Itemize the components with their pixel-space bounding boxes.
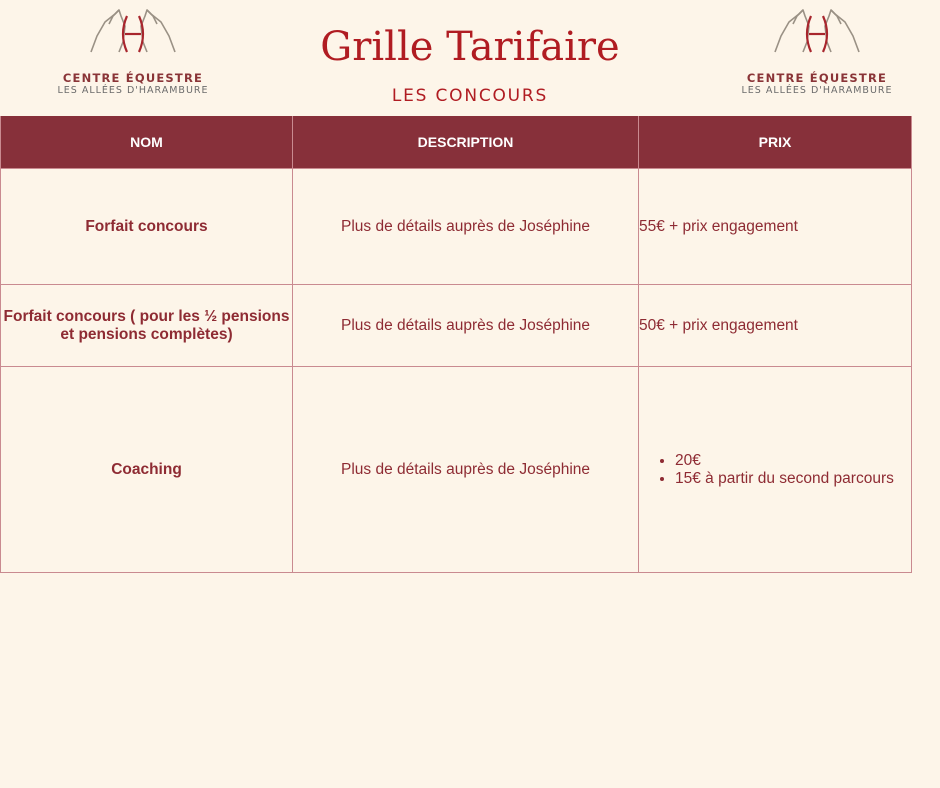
price-bullet-list xyxy=(639,452,911,488)
pricing-table xyxy=(0,116,912,573)
column-header-prix: PRIX xyxy=(639,116,912,169)
column-header-description: DESCRIPTION xyxy=(293,116,639,169)
table-row xyxy=(1,169,912,285)
logo-title: CENTRE ÉQUESTRE xyxy=(62,71,204,85)
logo-subtitle: LES ALLÉES D'HARAMBURE xyxy=(741,85,893,96)
row-name: Forfait concours ( pour les ½ pensions et pensions complètes) xyxy=(1,285,293,367)
column-header-nom: NOM xyxy=(1,116,293,169)
logo-title: CENTRE ÉQUESTRE xyxy=(746,71,888,85)
table-row xyxy=(1,367,912,573)
row-price: 55€ + prix engagement xyxy=(639,169,912,285)
horse-heads-icon xyxy=(83,6,183,64)
row-price-list xyxy=(639,367,912,573)
table-header-row xyxy=(1,116,912,169)
list-item: • 20€ xyxy=(675,452,911,470)
horse-heads-icon xyxy=(767,6,867,64)
logo-left xyxy=(38,6,228,97)
row-price: 50€ + prix engagement xyxy=(639,285,912,367)
page-subtitle: LES CONCOURS xyxy=(391,86,549,106)
row-description: Plus de détails auprès de Joséphine xyxy=(293,367,639,573)
row-description: Plus de détails auprès de Joséphine xyxy=(293,285,639,367)
row-name: Forfait concours xyxy=(1,169,293,285)
table-row xyxy=(1,285,912,367)
row-name: Coaching xyxy=(1,367,293,573)
row-description: Plus de détails auprès de Joséphine xyxy=(293,169,639,285)
list-item: • 15€ à partir du second parcours xyxy=(675,470,911,488)
logo-right xyxy=(722,6,912,97)
page-title: Grille Tarifaire xyxy=(320,24,620,70)
logo-subtitle: LES ALLÉES D'HARAMBURE xyxy=(57,85,209,96)
